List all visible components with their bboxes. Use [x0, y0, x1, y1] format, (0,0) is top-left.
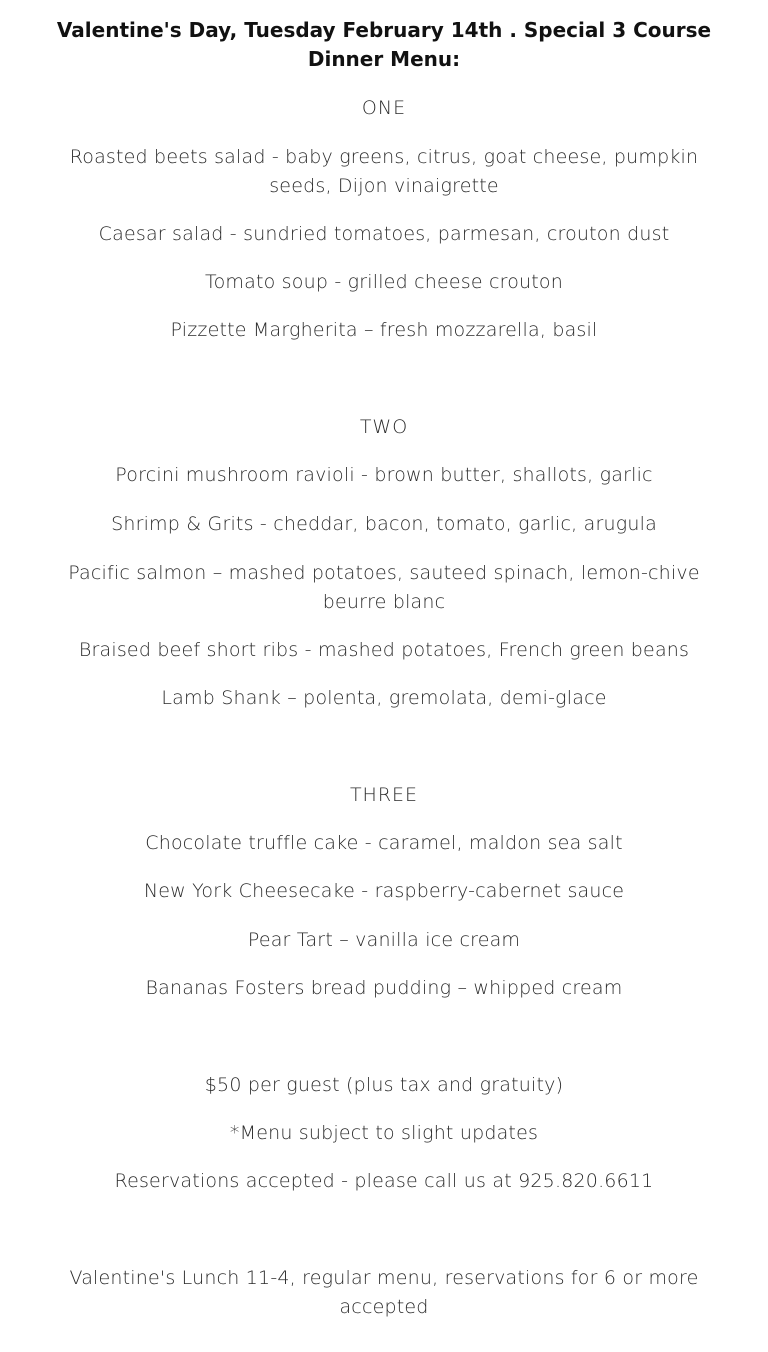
menu-item: Chocolate truffle cake - caramel, maldon sea salt	[145, 832, 623, 854]
course-heading-one: ONE	[361, 97, 407, 119]
menu-item: New York Cheesecake - raspberry-cabernet sauce	[143, 880, 625, 902]
menu-item: Pear Tart – vanilla ice cream	[247, 929, 521, 951]
menu-item: Shrimp & Grits - cheddar, bacon, tomato, garlic, arugula	[111, 513, 657, 535]
menu-item: Pizzette Margherita – fresh mozzarella, basil	[170, 319, 598, 341]
menu-item: Caesar salad - sundried tomatoes, parmesan, crouton dust	[98, 223, 670, 245]
price-line: $50 per guest (plus tax and gratuity)	[204, 1074, 564, 1096]
menu-item: Roasted beets salad - baby greens, citrus, goat cheese, pumpkin seeds, Dijon vinaigrette	[69, 146, 699, 197]
page-title: Valentine's Day, Tuesday February 14th . Special 3 Course Dinner Menu:	[56, 18, 712, 71]
menu-item: Pacific salmon – mashed potatoes, sauteed spinach, lemon-chive beurre blanc	[68, 562, 700, 613]
menu-item: Braised beef short ribs - mashed potatoes, French green beans	[78, 639, 690, 661]
lunch-note: Valentine's Lunch 11-4, regular menu, reservations for 6 or more accepted	[69, 1267, 699, 1318]
menu-item: Bananas Fosters bread pudding – whipped cream	[145, 977, 623, 999]
reservations-line: Reservations accepted - please call us at 925.820.6611	[114, 1170, 654, 1192]
course-heading-three: THREE	[349, 784, 419, 806]
menu-item: Tomato soup - grilled cheese crouton	[205, 271, 563, 293]
menu-item: Porcini mushroom ravioli - brown butter, shallots, garlic	[115, 464, 653, 486]
course-heading-two: TWO	[359, 416, 409, 438]
menu-update-note: *Menu subject to slight updates	[229, 1122, 539, 1144]
menu-item: Lamb Shank – polenta, gremolata, demi-glace	[161, 687, 607, 709]
